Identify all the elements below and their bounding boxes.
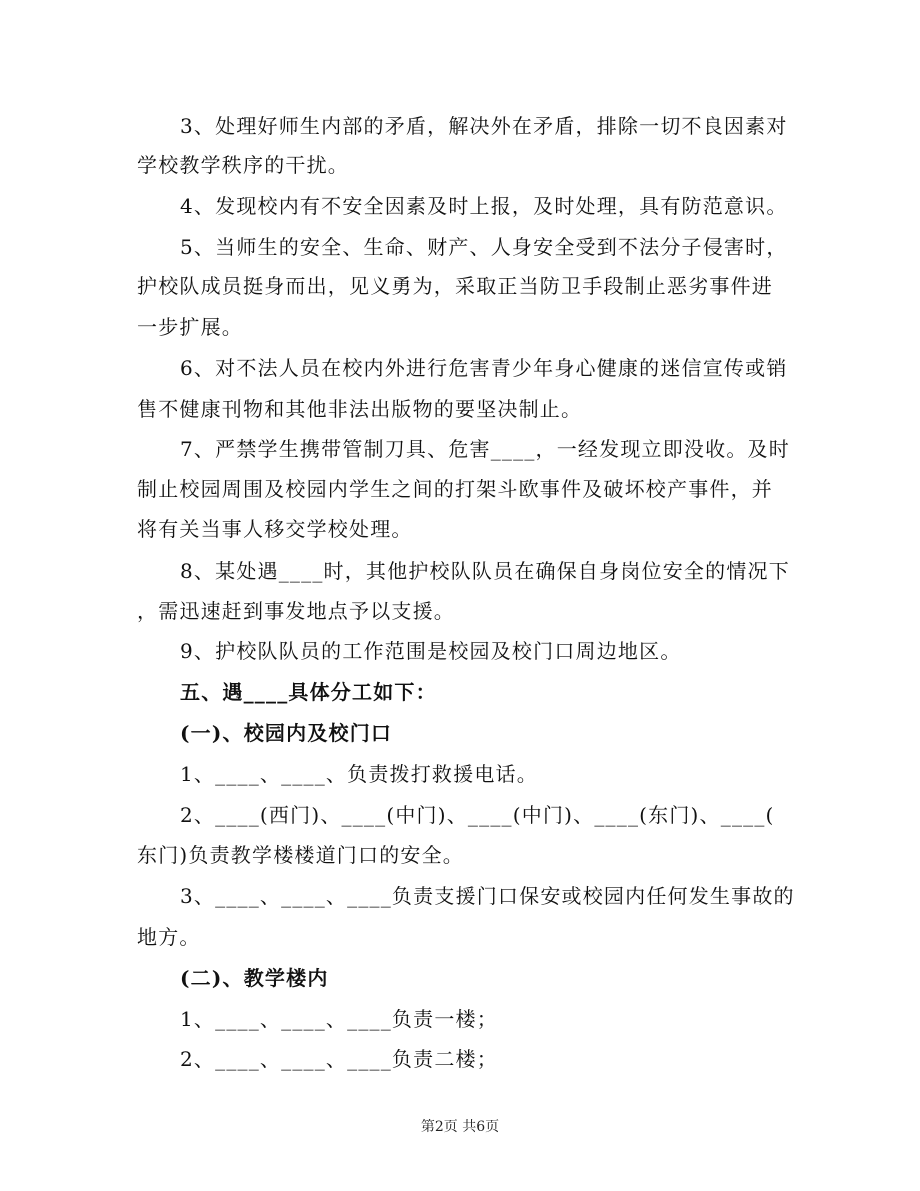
paragraph-9-line-1: 9、护校队队员的工作范围是校园及校门口周边地区。 [180,639,682,663]
paragraph-3-line-1: 3、处理好师生内部的矛盾，解决外在矛盾，排除一切不良因素对 [180,114,788,138]
paragraph-8-line-1: 8、某处遇____时，其他护校队队员在确保自身岗位安全的情况下 [180,559,790,583]
building-assignment-2: 2、____、____、____负责二楼； [180,1047,498,1071]
paragraph-4-line-1: 4、发现校内有不安全因素及时上报，及时处理，具有防范意识。 [180,194,788,218]
page-number-footer: 第2页 共6页 [420,1119,500,1135]
paragraph-7-line-1: 7、严禁学生携带管制刀具、危害____，一经发现立即没收。及时 [180,437,790,461]
assignment-3-line-2: 地方。 [137,925,201,949]
paragraph-5-line-3: 一步扩展。 [137,315,243,339]
paragraph-6-line-2: 售不健康刊物和其他非法出版物的要坚决制止。 [137,397,583,421]
assignment-2-line-1: 2、____(西门)、____(中门)、____(中门)、____(东门)、____( [180,803,775,827]
building-assignment-1: 1、____、____、____负责一楼； [180,1007,498,1031]
assignment-2-line-2: 东门)负责教学楼楼道门口的安全。 [137,843,465,867]
subsection-heading-2: (二)、教学楼内 [180,966,329,990]
paragraph-3-line-2: 学校教学秩序的干扰。 [137,153,349,177]
paragraph-6-line-1: 6、对不法人员在校内外进行危害青少年身心健康的迷信宣传或销 [180,356,788,380]
paragraph-7-line-2: 制止校园周围及校园内学生之间的打架斗欧事件及破坏校产事件，并 [137,477,773,501]
paragraph-8-line-2: ，需迅速赶到事发地点予以支援。 [137,599,455,623]
paragraph-5-line-2: 护校队成员挺身而出，见义勇为，采取正当防卫手段制止恶劣事件进 [137,274,773,298]
section-heading-5: 五、遇____具体分工如下： [180,680,437,704]
assignment-1-line: 1、____、____、负责拨打救援电话。 [180,762,538,786]
paragraph-7-line-3: 将有关当事人移交学校处理。 [137,517,413,541]
subsection-heading-1: (一)、校园内及校门口 [180,721,393,745]
paragraph-5-line-1: 5、当师生的安全、生命、财产、人身安全受到不法分子侵害时， [180,235,788,259]
assignment-3-line-1: 3、____、____、____负责支援门口保安或校园内任何发生事故的 [180,884,795,908]
